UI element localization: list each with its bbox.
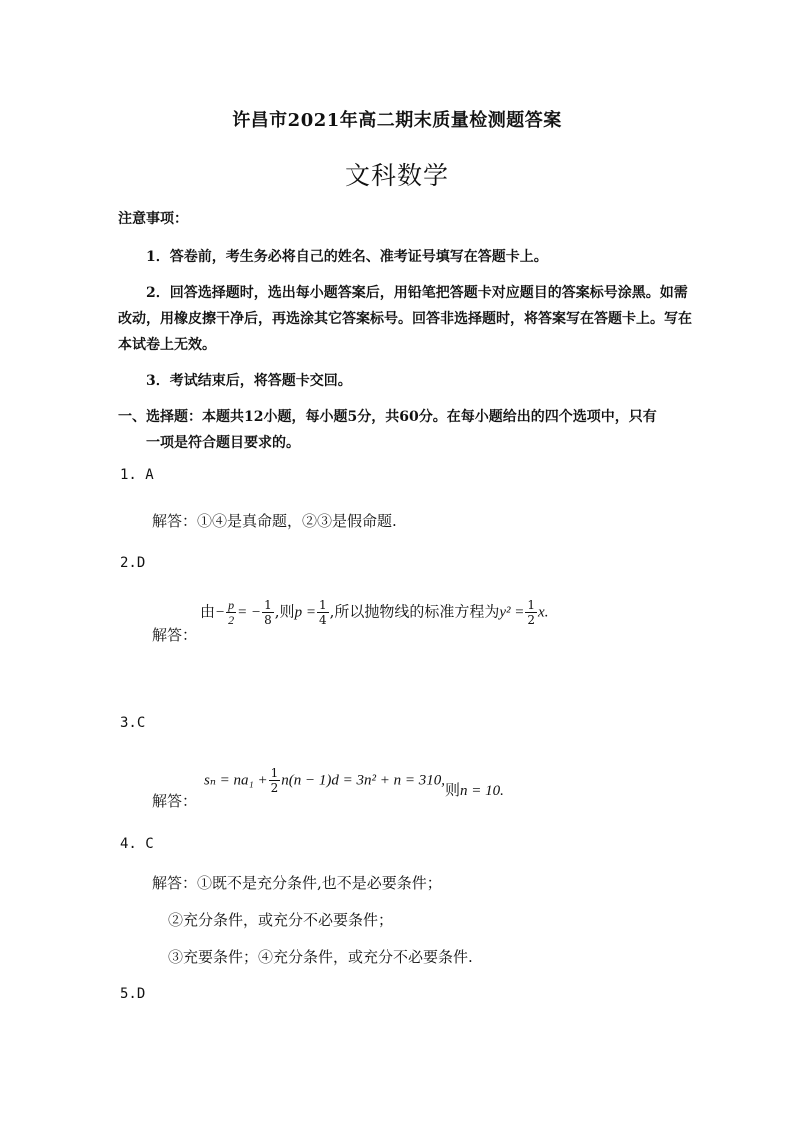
fraction-denominator: 8 (264, 613, 272, 627)
answer-prefix-2: 解答： (152, 626, 198, 644)
document-subtitle: 文科数学 (344, 161, 449, 190)
formula-text: − (215, 604, 226, 621)
fraction (226, 598, 236, 627)
formula-text: n(n − 1)d = 3n² + n = 310, (281, 772, 446, 789)
answer-label-3: 3.C (120, 715, 146, 731)
fraction-numerator: 1 (264, 598, 272, 612)
fraction-numerator: 1 (270, 766, 279, 780)
notice-item-3: 3．考试结束后，将答题卡交回。 (146, 373, 352, 389)
answer-explanation-4-line1: 解答：①既不是充分条件,也不是必要条件； (152, 874, 442, 892)
answer-label-4: 4. C (120, 836, 154, 852)
formula-text: x. (538, 604, 549, 621)
fraction-numerator: 1 (318, 598, 327, 612)
formula-text: ,所以抛物线的标准方程为 (329, 602, 500, 621)
formula-text: p = (294, 604, 316, 621)
fraction-denominator: 2 (270, 781, 279, 795)
formula-3 (204, 766, 504, 799)
formula-text: n = 10. (460, 782, 504, 799)
answer-explanation-4-line2: ②充分条件，或充分不必要条件； (168, 911, 394, 929)
formula-text: ,则 (274, 602, 295, 621)
answer-label-5: 5.D (120, 986, 146, 1002)
fraction-denominator: 2 (527, 613, 536, 627)
answer-label-2: 2.D (120, 555, 146, 571)
fraction-denominator: 2 (228, 613, 235, 627)
document-title: 许昌市2021年高二期末质量检测题答案 (232, 110, 562, 131)
answer-explanation-4-line3: ③充要条件；④充分条件，或充分不必要条件. (168, 948, 473, 966)
answer-prefix-3: 解答： (152, 792, 198, 810)
section-heading-line2: 一项是符合题目要求的。 (146, 435, 300, 451)
formula-2 (200, 598, 548, 627)
formula-text: 由 (200, 602, 216, 621)
formula-text: 则 (445, 780, 461, 799)
notice-item-2: 2．回答选择题时，选出每小题答案后，用铅笔把答题卡对应题目的答案标号涂黑。如需改动，用橡皮擦干净后，再选涂其它答案标号。回答非选择题时，将答案写在答题卡上。写在本试卷上无效。 (118, 285, 692, 353)
notice-item-1: 1．答卷前，考生务必将自己的姓名、准考证号填写在答题卡上。 (146, 249, 548, 265)
fraction-denominator: 4 (318, 613, 327, 627)
formula-text: sₙ = na₁ + (204, 772, 268, 789)
fraction (525, 598, 537, 627)
fraction (262, 598, 274, 627)
fraction (269, 766, 281, 795)
answer-explanation-1: 解答：①④是真命题，②③是假命题. (152, 512, 397, 530)
answer-label-1: 1. A (120, 467, 154, 483)
fraction-numerator: p (228, 598, 235, 612)
fraction (317, 598, 329, 627)
fraction-numerator: 1 (527, 598, 536, 612)
formula-text: y² = (499, 604, 525, 621)
section-heading-line1: 一、选择题：本题共12小题，每小题5分，共60分。在每小题给出的四个选项中，只有 (118, 409, 657, 425)
notice-heading: 注意事项： (118, 211, 188, 227)
formula-text: = − (237, 604, 262, 621)
